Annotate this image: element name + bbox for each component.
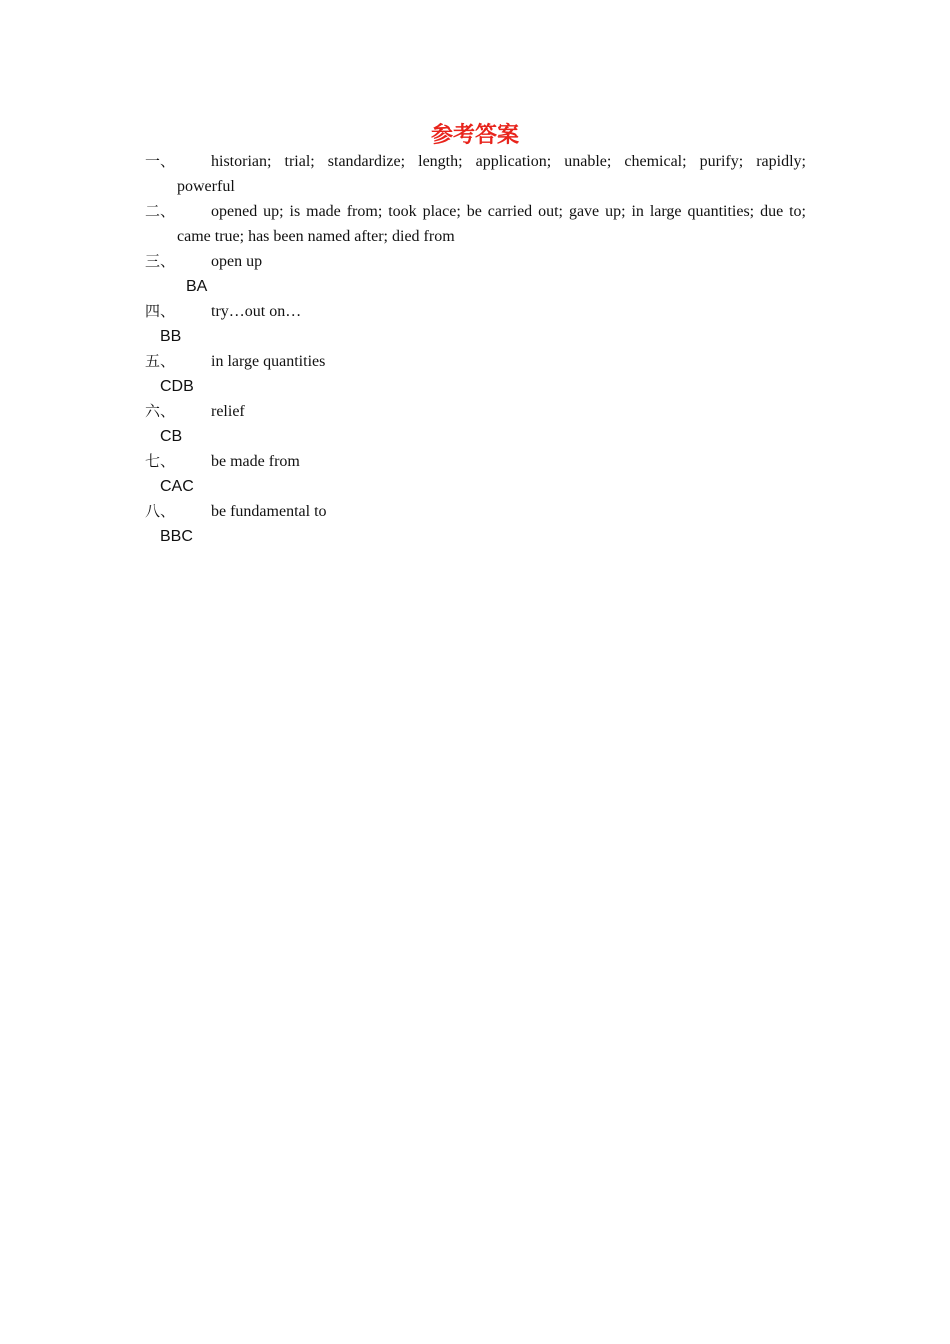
section-5 bbox=[145, 349, 806, 399]
section-1 bbox=[145, 149, 806, 199]
section-phrase: relief bbox=[211, 403, 245, 420]
section-number: 四、 bbox=[145, 302, 176, 320]
section-answer: BBC bbox=[160, 528, 193, 545]
page-title: 参考答案 bbox=[430, 123, 519, 148]
section-phrase: be made from bbox=[211, 453, 300, 470]
section-answer: CB bbox=[160, 428, 183, 445]
section-phrase: try…out on… bbox=[211, 303, 302, 320]
section-text-continued: powerful bbox=[177, 178, 235, 195]
section-8 bbox=[145, 499, 806, 549]
section-phrase: be fundamental to bbox=[211, 503, 327, 520]
section-answer: CDB bbox=[160, 378, 194, 395]
section-phrase: in large quantities bbox=[211, 353, 326, 370]
section-6 bbox=[145, 399, 806, 449]
section-number: 七、 bbox=[145, 452, 176, 470]
section-text: historian; trial; standardize; length; application; unable; chemical; purify; rapidly; bbox=[211, 153, 806, 170]
section-answer: CAC bbox=[160, 478, 194, 495]
section-answer: BB bbox=[160, 328, 182, 345]
section-number: 五、 bbox=[145, 352, 176, 370]
section-2 bbox=[145, 199, 806, 249]
section-text-continued: came true; has been named after; died from bbox=[177, 228, 455, 245]
section-number: 八、 bbox=[145, 502, 176, 520]
answer-list bbox=[145, 149, 806, 549]
section-number: 六、 bbox=[145, 402, 176, 420]
section-answer: BA bbox=[186, 278, 208, 295]
section-text: opened up; is made from; took place; be carried out; gave up; in large quantities; due to; bbox=[211, 203, 806, 220]
section-7 bbox=[145, 449, 806, 499]
section-number: 三、 bbox=[145, 252, 176, 270]
section-4 bbox=[145, 299, 806, 349]
section-number: 二、 bbox=[145, 202, 176, 220]
section-3 bbox=[145, 249, 806, 299]
section-phrase: open up bbox=[211, 253, 263, 270]
section-number: 一、 bbox=[145, 152, 176, 170]
